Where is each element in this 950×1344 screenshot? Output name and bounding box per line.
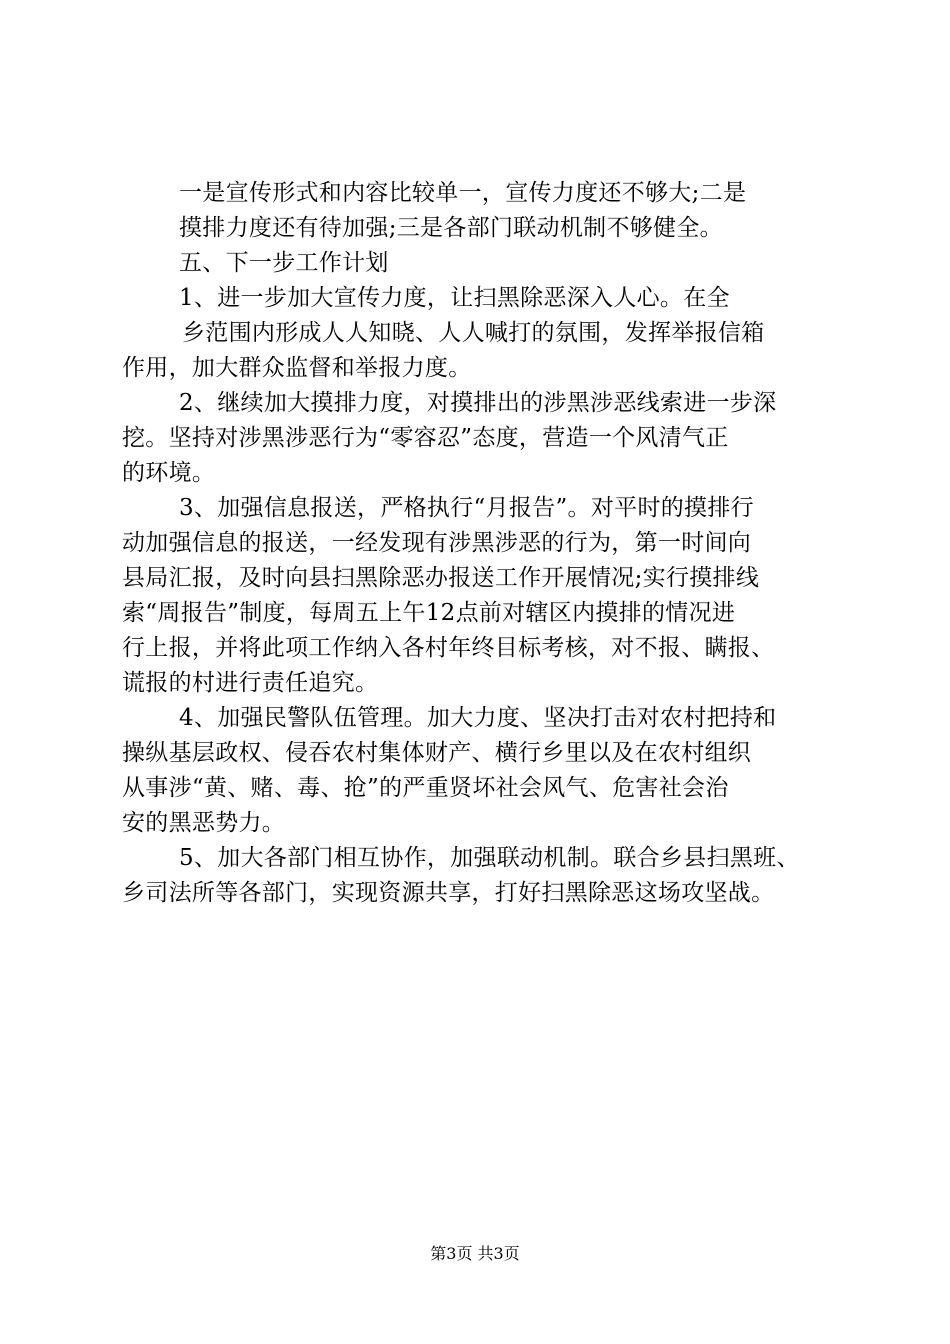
paragraph-line: 索“周报告”制度，每周五上午12点前对辖区内摸排的情况进 bbox=[122, 600, 736, 626]
paragraph-line: 从事涉“黄、赌、毒、抢”的严重贤坏社会风气、危害社会治 bbox=[122, 775, 729, 801]
paragraph-line: 摸排力度还有待加强;三是各部门联动机制不够健全。 bbox=[179, 215, 723, 241]
paragraph-line: 行上报，并将此项工作纳入各村年终目标考核，对不报、瞒报、 bbox=[122, 635, 775, 661]
paragraph-line: 1、进一步加大宣传力度，让扫黑除恶深入人心。在全 bbox=[179, 285, 730, 311]
paragraph-line: 乡司法所等各部门，实现资源共享，打好扫黑除恶这场攻坚战。 bbox=[122, 880, 775, 906]
paragraph-line: 操纵基层政权、侵吞农村集体财产、横行乡里以及在农村组织 bbox=[122, 740, 752, 766]
page-number-footer: 第3页 共3页 bbox=[430, 1244, 520, 1263]
paragraph-line: 安的黑恶势力。 bbox=[122, 810, 286, 836]
paragraph-line: 作用，加大群众监督和举报力度。 bbox=[122, 355, 472, 381]
paragraph-line: 挖。坚持对涉黑涉恶行为“零容忍”态度，营造一个风清气正 bbox=[122, 425, 729, 451]
paragraph-line: 4、加强民警队伍管理。加大力度、坚决打击对农村把持和 bbox=[179, 705, 777, 731]
paragraph-line: 3、加强信息报送，严格执行“月报告”。对平时的摸排行 bbox=[179, 495, 754, 521]
paragraph-line: 乡范围内形成人人知晓、人人喊打的氛围，发挥举报信箱 bbox=[182, 320, 765, 346]
paragraph-line: 5、加大各部门相互协作，加强联动机制。联合乡县扫黑班、 bbox=[179, 845, 800, 871]
paragraph-line: 县局汇报，及时向县扫黑除恶办报送工作开展情况;实行摸排线 bbox=[122, 565, 760, 591]
paragraph-line: 谎报的村进行责任追究。 bbox=[122, 670, 379, 696]
paragraph-line: 一是宣传形式和内容比较单一，宣传力度还不够大;二是 bbox=[179, 180, 747, 206]
body-text bbox=[122, 176, 842, 911]
paragraph-line: 动加强信息的报送，一经发现有涉黑涉恶的行为，第一时间向 bbox=[122, 530, 752, 556]
section-heading: 五、下一步工作计划 bbox=[179, 250, 389, 276]
paragraph-line: 的环境。 bbox=[122, 460, 216, 486]
paragraph-line: 2、继续加大摸排力度，对摸排出的涉黑涉恶线索进一步深 bbox=[179, 390, 777, 416]
